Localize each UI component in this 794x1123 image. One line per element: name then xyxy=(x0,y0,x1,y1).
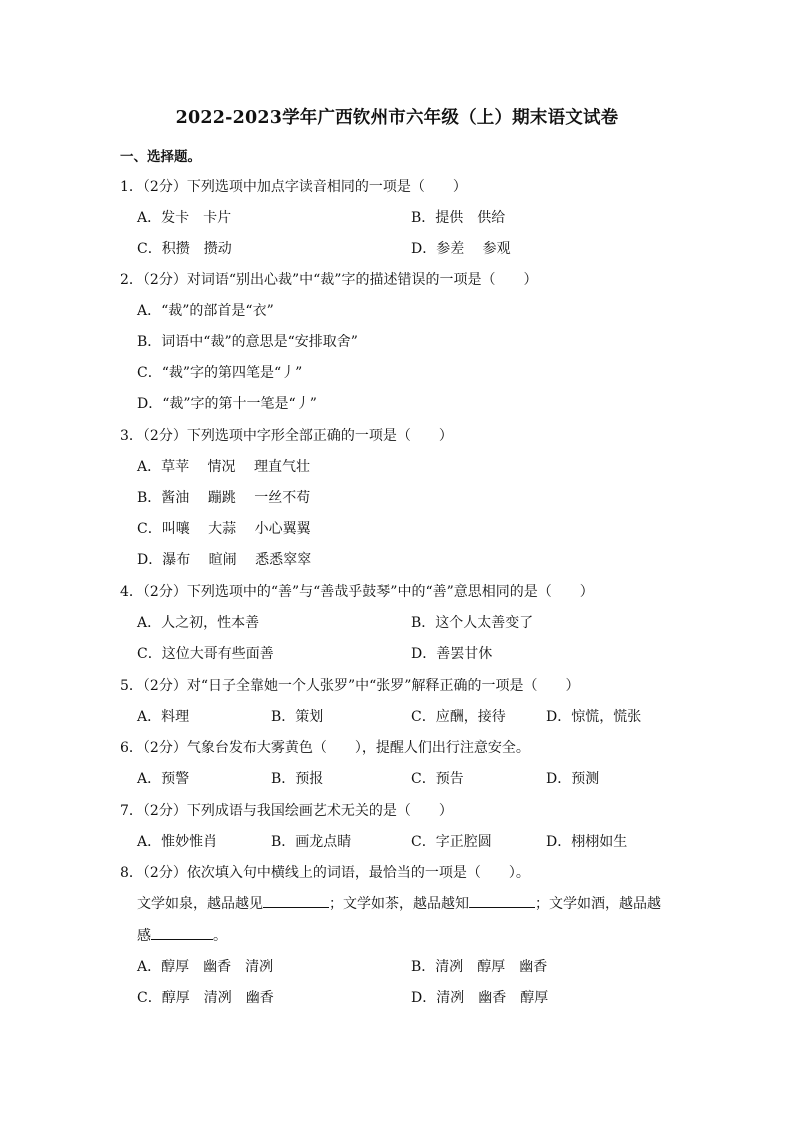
question-7-stem: 7．（2分）下列成语与我国绘画艺术无关的是（ ） xyxy=(120,803,453,819)
question-2-stem: 2．（2分）对词语“别出心裁”中“裁”字的描述错误的一项是（ ） xyxy=(120,272,538,288)
q2-option-a: A．“裁”的部首是“衣” xyxy=(137,303,274,319)
q7-option-d: D．栩栩如生 xyxy=(546,834,628,850)
q7-option-a: A．惟妙惟肖 xyxy=(137,834,218,850)
q8-passage-line-1 xyxy=(137,893,661,913)
q2-option-d: D．“裁”字的第十一笔是“丿” xyxy=(137,396,317,412)
q8-option-a: A．醇厚 幽香 清冽 xyxy=(137,959,274,975)
q6-option-b: B．预报 xyxy=(271,771,324,787)
q5-option-d: D．惊慌，慌张 xyxy=(546,709,642,725)
q1-option-b: B．提供 供给 xyxy=(411,210,506,226)
q7-option-c: C．字正腔圆 xyxy=(411,834,492,850)
q5-option-b: B．策划 xyxy=(271,709,324,725)
question-5-stem: 5．（2分）对“日子全靠她一个人张罗”中“张罗”解释正确的一项是（ ） xyxy=(120,678,580,694)
q7-option-b: B．画龙点睛 xyxy=(271,834,352,850)
section-heading: 一、选择题。 xyxy=(120,149,201,165)
q3-option-b: B．酱油 蹦跳 一丝不苟 xyxy=(137,490,311,506)
q8-option-d: D．清冽 幽香 醇厚 xyxy=(411,990,549,1006)
fill-blank-3 xyxy=(151,927,213,940)
q2-option-b: B．词语中“裁”的意思是“安排取舍” xyxy=(137,334,358,350)
q1-option-c: C．积攒 攒动 xyxy=(137,241,232,257)
question-1-stem: 1．（2分）下列选项中加点字读音相同的一项是（ ） xyxy=(120,179,467,195)
q8-passage-text-4: 感 xyxy=(137,928,151,944)
q8-passage-text-5: 。 xyxy=(213,928,227,944)
question-3-stem: 3．（2分）下列选项中字形全部正确的一项是（ ） xyxy=(120,428,453,444)
question-4-stem: 4．（2分）下列选项中的“善”与“善哉乎鼓琴”中的“善”意思相同的是（ ） xyxy=(120,584,594,600)
q8-passage-text-1: 文学如泉，越品越见 xyxy=(137,896,263,912)
q4-option-d: D．善罢甘休 xyxy=(411,646,493,662)
fill-blank-1 xyxy=(263,895,329,908)
q1-option-a: A．发卡 卡片 xyxy=(137,210,232,226)
q2-option-c: C．“裁”字的第四笔是“丿” xyxy=(137,365,303,381)
question-8-stem: 8．（2分）依次填入句中横线上的词语，最恰当的一项是（ ）。 xyxy=(120,865,530,881)
q4-option-a: A．人之初，性本善 xyxy=(137,615,260,631)
question-6-stem: 6．（2分）气象台发布大雾黄色（ ），提醒人们出行注意安全。 xyxy=(120,740,530,756)
q8-passage-text-2: ；文学如茶，越品越知 xyxy=(329,896,469,912)
q8-passage-text-3: ；文学如酒，越品越 xyxy=(535,896,661,912)
q8-option-b: B．清冽 醇厚 幽香 xyxy=(411,959,548,975)
q6-option-a: A．预警 xyxy=(137,771,190,787)
q5-option-c: C．应酬，接待 xyxy=(411,709,506,725)
q5-option-a: A．料理 xyxy=(137,709,190,725)
q6-option-c: C．预告 xyxy=(411,771,464,787)
q8-option-c: C．醇厚 清冽 幽香 xyxy=(137,990,274,1006)
q3-option-c: C．叫嚷 大蒜 小心翼翼 xyxy=(137,521,311,537)
page-title: 2022-2023学年广西钦州市六年级（上）期末语文试卷 xyxy=(175,108,619,128)
q4-option-b: B．这个人太善变了 xyxy=(411,615,534,631)
q3-option-a: A．草苹 情况 理直气壮 xyxy=(137,459,311,475)
q6-option-d: D．预测 xyxy=(546,771,600,787)
q3-option-d: D．瀑布 暄闹 悉悉窣窣 xyxy=(137,552,312,568)
q4-option-c: C．这位大哥有些面善 xyxy=(137,646,274,662)
fill-blank-2 xyxy=(469,895,535,908)
q8-passage-line-2 xyxy=(137,925,227,945)
q1-option-d: D．参差 参观 xyxy=(411,241,511,257)
